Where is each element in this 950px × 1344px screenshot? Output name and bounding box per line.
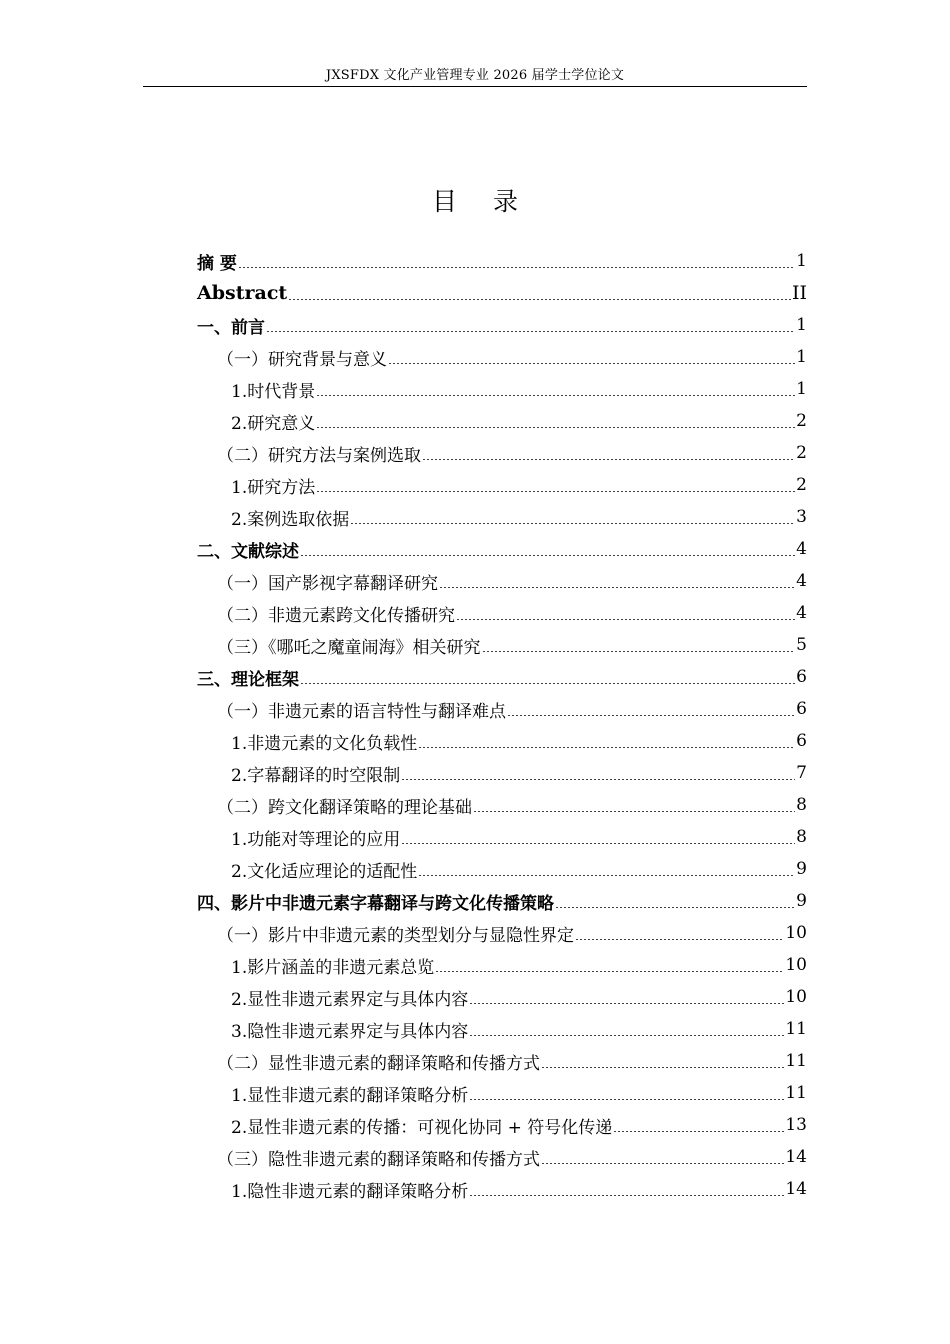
toc-entry-page-number: 8 (796, 827, 807, 847)
toc-entry[interactable] (197, 949, 807, 981)
toc-entry-page-number: 1 (796, 251, 807, 271)
toc-entry-page-number: 6 (796, 699, 807, 719)
toc-entry[interactable] (197, 981, 807, 1013)
toc-entry[interactable] (197, 309, 807, 341)
toc-entry-label: （一）研究背景与意义 (217, 349, 387, 370)
toc-entry-page-number: II (791, 282, 807, 304)
toc-entry-label: 二、文献综述 (197, 541, 299, 562)
toc-entry-page-number: 2 (796, 443, 807, 463)
dot-leader (482, 651, 796, 652)
toc-entry[interactable] (197, 789, 807, 821)
page-title: 目 录 (432, 187, 532, 216)
dot-leader (456, 619, 795, 620)
toc-entry[interactable] (197, 501, 807, 533)
dot-leader (469, 1195, 784, 1196)
toc-entry[interactable] (197, 245, 807, 277)
toc-entry-page-number: 7 (796, 763, 807, 783)
toc-entry[interactable] (197, 917, 807, 949)
dot-leader (469, 1035, 784, 1036)
toc-entry[interactable] (197, 1013, 807, 1045)
dot-leader (316, 427, 795, 428)
toc-entry-page-number: 10 (785, 955, 807, 975)
toc-entry-page-number: 4 (796, 539, 807, 559)
toc-entry-label: 2.显性非遗元素的传播：可视化协同 + 符号化传递 (231, 1117, 613, 1138)
toc-entry-page-number: 4 (796, 571, 807, 591)
dot-leader (238, 267, 795, 268)
toc-entry-label: 1.显性非遗元素的翻译策略分析 (231, 1085, 469, 1106)
toc-entry-label: 1.研究方法 (231, 477, 316, 498)
toc-entry[interactable] (197, 533, 807, 565)
dot-leader (350, 523, 795, 524)
toc-entry-label: 1.时代背景 (231, 381, 316, 402)
toc-entry-page-number: 5 (796, 635, 807, 655)
toc-entry[interactable] (197, 821, 807, 853)
dot-leader (469, 1003, 784, 1004)
dot-leader (418, 875, 795, 876)
dot-leader (316, 395, 795, 396)
toc-entry-page-number: 1 (796, 315, 807, 335)
toc-entry-label: 1.影片涵盖的非遗元素总览 (231, 957, 435, 978)
dot-leader (507, 715, 795, 716)
toc-entry-page-number: 14 (785, 1147, 807, 1167)
dot-leader (575, 939, 784, 940)
dot-leader (439, 587, 795, 588)
toc-entry-label: （一）国产影视字幕翻译研究 (217, 573, 438, 594)
toc-entry[interactable] (197, 469, 807, 501)
dot-leader (316, 491, 795, 492)
dot-leader (541, 1163, 784, 1164)
dot-leader (473, 811, 795, 812)
dot-leader (422, 459, 795, 460)
toc-entry[interactable] (197, 373, 807, 405)
header-rule (143, 86, 807, 87)
toc-entry-label: （二）跨文化翻译策略的理论基础 (217, 797, 472, 818)
toc-entry-label: （二）非遗元素跨文化传播研究 (217, 605, 455, 626)
toc-entry-label: 1.功能对等理论的应用 (231, 829, 401, 850)
toc-entry[interactable] (197, 597, 807, 629)
dot-leader (469, 1099, 784, 1100)
toc-entry-page-number: 2 (796, 475, 807, 495)
toc-entry-page-number: 11 (785, 1051, 807, 1071)
toc-entry-label: 一、前言 (197, 317, 265, 338)
toc-entry-page-number: 9 (796, 859, 807, 879)
toc-entry[interactable] (197, 405, 807, 437)
toc-entry-label: 3.隐性非遗元素界定与具体内容 (231, 1021, 469, 1042)
toc-entry[interactable] (197, 1077, 807, 1109)
toc-entry[interactable] (197, 661, 807, 693)
toc-entry-label: 2.字幕翻译的时空限制 (231, 765, 401, 786)
toc-entry[interactable] (197, 1173, 807, 1205)
toc-entry-page-number: 1 (796, 379, 807, 399)
toc-entry[interactable] (197, 693, 807, 725)
toc-entry-page-number: 2 (796, 411, 807, 431)
dot-leader (401, 843, 795, 844)
dot-leader (401, 779, 795, 780)
toc-entry[interactable] (197, 565, 807, 597)
toc-entry[interactable] (197, 437, 807, 469)
toc-entry-page-number: 10 (785, 923, 807, 943)
toc-entry-page-number: 14 (785, 1179, 807, 1199)
dot-leader (435, 971, 784, 972)
dot-leader (555, 907, 795, 908)
toc-entry-label: Abstract (197, 282, 288, 304)
toc-entry-label: 2.研究意义 (231, 413, 316, 434)
toc-entry-label: （一）影片中非遗元素的类型划分与显隐性界定 (217, 925, 574, 946)
toc-entry-page-number: 11 (785, 1019, 807, 1039)
toc-entry[interactable] (197, 1109, 807, 1141)
toc-entry-label: （三）隐性非遗元素的翻译策略和传播方式 (217, 1149, 540, 1170)
toc-entry-label: 1.隐性非遗元素的翻译策略分析 (231, 1181, 469, 1202)
dot-leader (288, 299, 791, 300)
table-of-contents (197, 245, 807, 1205)
toc-entry-page-number: 10 (785, 987, 807, 1007)
toc-entry[interactable] (197, 725, 807, 757)
toc-entry-label: 摘 要 (197, 253, 237, 274)
toc-entry-label: 三、理论框架 (197, 669, 299, 690)
dot-leader (300, 683, 795, 684)
dot-leader (266, 331, 795, 332)
dot-leader (300, 555, 795, 556)
running-header: JXSFDX 文化产业管理专业 2026 届学士学位论文 (325, 68, 625, 83)
dot-leader (418, 747, 795, 748)
toc-entry-page-number: 6 (796, 731, 807, 751)
toc-entry-label: 四、影片中非遗元素字幕翻译与跨文化传播策略 (197, 893, 554, 914)
toc-entry-page-number: 8 (796, 795, 807, 815)
toc-entry-page-number: 4 (796, 603, 807, 623)
toc-entry-label: 2.案例选取依据 (231, 509, 350, 530)
toc-entry[interactable] (197, 757, 807, 789)
toc-entry[interactable] (197, 341, 807, 373)
toc-entry-label: 1.非遗元素的文化负载性 (231, 733, 418, 754)
toc-entry-label: （二）显性非遗元素的翻译策略和传播方式 (217, 1053, 540, 1074)
toc-entry[interactable] (197, 1141, 807, 1173)
dot-leader (613, 1131, 784, 1132)
toc-entry[interactable] (197, 1045, 807, 1077)
toc-entry-page-number: 1 (796, 347, 807, 367)
toc-entry-label: （二）研究方法与案例选取 (217, 445, 421, 466)
toc-entry[interactable] (197, 629, 807, 661)
toc-entry-page-number: 11 (785, 1083, 807, 1103)
toc-entry-label: （三）《哪吒之魔童闹海》相关研究 (217, 637, 481, 658)
toc-entry[interactable] (197, 853, 807, 885)
toc-entry-page-number: 6 (796, 667, 807, 687)
dot-leader (388, 363, 795, 364)
toc-entry-label: 2.文化适应理论的适配性 (231, 861, 418, 882)
toc-entry[interactable] (197, 277, 807, 309)
toc-entry-page-number: 13 (785, 1115, 807, 1135)
toc-entry-page-number: 3 (796, 507, 807, 527)
toc-entry-page-number: 9 (796, 891, 807, 911)
dot-leader (541, 1067, 784, 1068)
toc-entry[interactable] (197, 885, 807, 917)
toc-entry-label: 2.显性非遗元素界定与具体内容 (231, 989, 469, 1010)
toc-entry-label: （一）非遗元素的语言特性与翻译难点 (217, 701, 506, 722)
